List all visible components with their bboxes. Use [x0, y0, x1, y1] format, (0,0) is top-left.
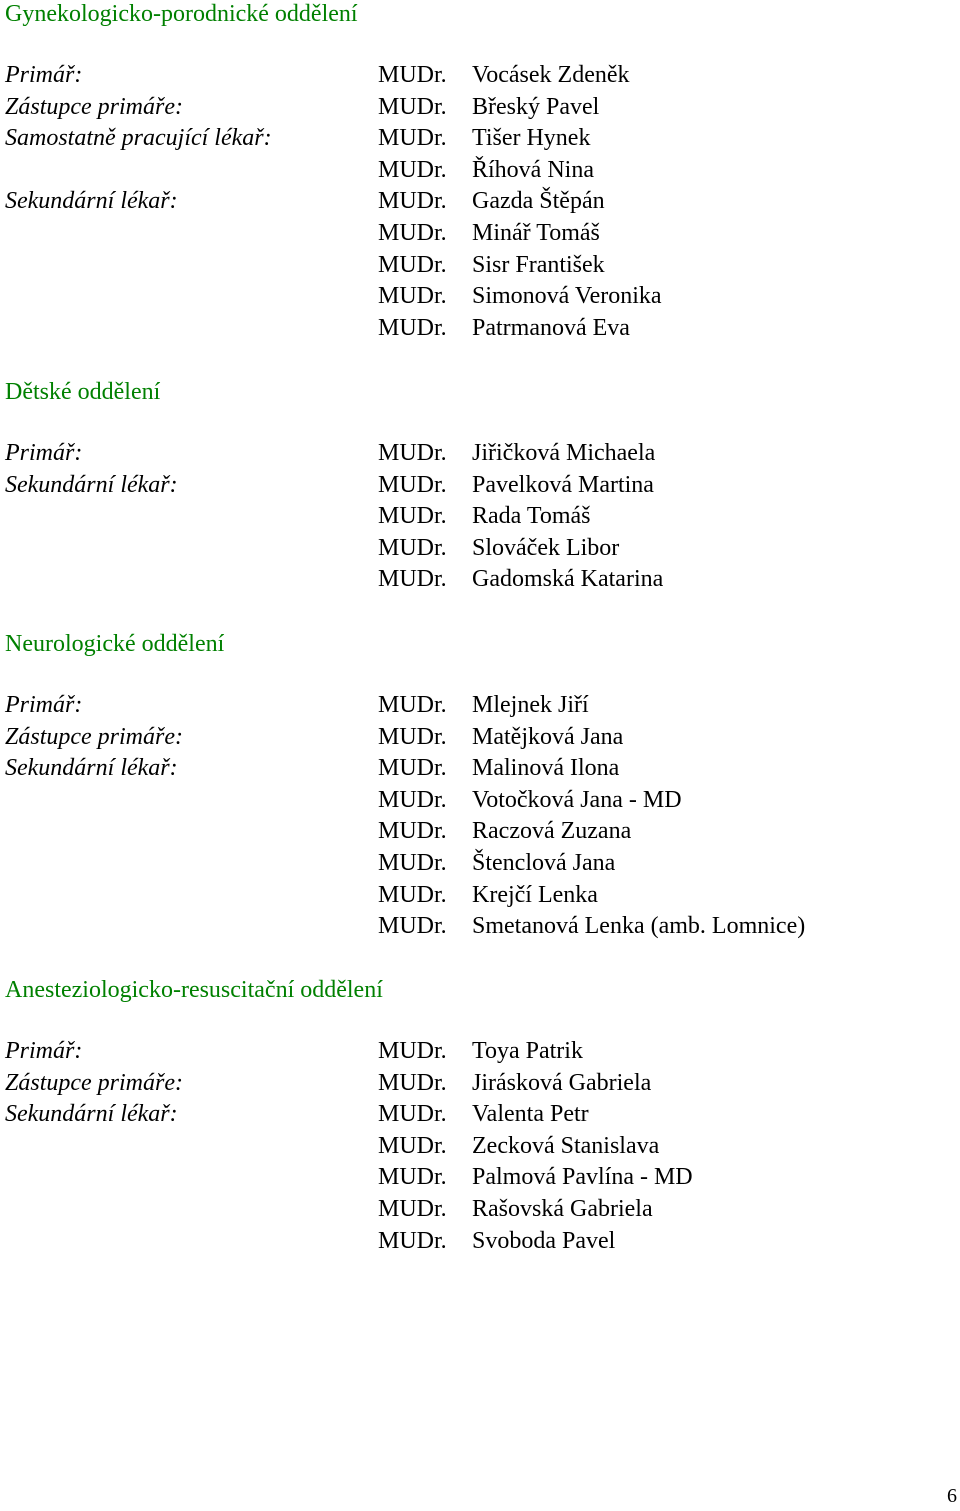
- doctor-name: Palmová Pavlína - MD: [472, 1164, 693, 1191]
- doctor-entry: [378, 281, 662, 313]
- doctor-name: Svoboda Pavel: [472, 1227, 616, 1254]
- doctor-title: MUDr.: [378, 786, 447, 813]
- doctor-entry: [378, 155, 662, 187]
- doctor-entry: [378, 470, 663, 502]
- doctor-name: Pavelková Martina: [472, 471, 654, 498]
- doctor-title: MUDr.: [378, 818, 447, 845]
- doctor-list: [378, 690, 805, 943]
- doctor-name: Vocásek Zdeněk: [472, 62, 630, 88]
- doctor-name: Říhová Nina: [472, 156, 594, 183]
- department-heading: Neurologické oddělení: [5, 631, 225, 657]
- doctor-title: MUDr.: [378, 881, 447, 908]
- doctor-title: MUDr.: [378, 913, 447, 940]
- role-label: Primář:: [5, 62, 83, 88]
- doctor-title: MUDr.: [378, 440, 447, 466]
- doctor-title: MUDr.: [378, 534, 447, 561]
- doctor-name: Gadomská Katarina: [472, 566, 664, 593]
- doctor-entry: [378, 218, 662, 250]
- role-list: [5, 438, 178, 501]
- doctor-entry: [378, 911, 805, 943]
- doctor-title: MUDr.: [378, 1132, 447, 1159]
- doctor-name: Votočková Jana - MD: [472, 786, 682, 813]
- doctor-name: Krejčí Lenka: [472, 881, 598, 908]
- doctor-title: MUDr.: [378, 1164, 447, 1191]
- doctor-title: MUDr.: [378, 849, 447, 876]
- doctor-title: MUDr.: [378, 283, 447, 310]
- doctor-entry: [378, 123, 662, 155]
- doctor-title: MUDr.: [378, 314, 447, 341]
- doctor-title: MUDr.: [378, 1069, 447, 1096]
- doctor-name: Slováček Libor: [472, 534, 620, 561]
- role-label: Zástupce primáře:: [5, 1069, 183, 1096]
- doctor-name: Minář Tomáš: [472, 219, 600, 246]
- doctor-name: Sisr František: [472, 251, 605, 278]
- doctor-entry: [378, 564, 663, 596]
- doctor-title: MUDr.: [378, 156, 447, 183]
- role-label: Primář:: [5, 692, 83, 718]
- role-label: [5, 155, 272, 187]
- doctor-entry: [378, 722, 805, 754]
- doctor-entry: [378, 785, 805, 817]
- doctor-entry: [378, 92, 662, 124]
- doctor-title: MUDr.: [378, 219, 447, 246]
- doctor-entry: [378, 1131, 693, 1163]
- doctor-title: MUDr.: [378, 125, 447, 152]
- doctor-name: Štenclová Jana: [472, 849, 616, 876]
- doctor-entry: [378, 816, 805, 848]
- role-list: [5, 1036, 183, 1131]
- doctor-title: MUDr.: [378, 188, 447, 215]
- doctor-list: [378, 438, 663, 596]
- doctor-title: MUDr.: [378, 1101, 447, 1128]
- role-list: [5, 60, 272, 218]
- role-label: Zástupce primáře:: [5, 723, 183, 750]
- doctor-title: MUDr.: [378, 723, 447, 750]
- role-label: Sekundární lékař:: [5, 1101, 178, 1128]
- doctor-name: Tišer Hynek: [472, 125, 591, 152]
- doctor-list: [378, 60, 662, 344]
- doctor-name: Raczová Zuzana: [472, 818, 632, 845]
- doctor-entry: [378, 313, 662, 345]
- doctor-name: Matějková Jana: [472, 723, 624, 750]
- role-label: Primář:: [5, 440, 83, 466]
- role-label: Samostatně pracující lékař:: [5, 125, 272, 152]
- department-heading: Dětské oddělení: [5, 379, 161, 405]
- doctor-name: Rašovská Gabriela: [472, 1195, 653, 1222]
- doctor-entry: [378, 1226, 693, 1258]
- doctor-title: MUDr.: [378, 471, 447, 498]
- doctor-title: MUDr.: [378, 692, 447, 718]
- doctor-name: Zecková Stanislava: [472, 1132, 660, 1159]
- doctor-entry: [378, 1036, 693, 1068]
- doctor-entry: [378, 1194, 693, 1226]
- doctor-entry: [378, 533, 663, 565]
- doctor-name: Gazda Štěpán: [472, 188, 605, 215]
- role-list: [5, 690, 183, 785]
- doctor-title: MUDr.: [378, 755, 447, 782]
- page-number: 6: [947, 1485, 957, 1507]
- role-label: Zástupce primáře:: [5, 93, 183, 120]
- doctor-entry: [378, 501, 663, 533]
- doctor-entry: [378, 1162, 693, 1194]
- role-label: Sekundární lékař:: [5, 471, 178, 498]
- department-heading: Gynekologicko-porodnické oddělení: [5, 1, 358, 27]
- doctor-name: Jirásková Gabriela: [472, 1069, 652, 1096]
- doctor-list: [378, 1036, 693, 1257]
- doctor-title: MUDr.: [378, 1195, 447, 1222]
- doctor-entry: [378, 438, 663, 470]
- role-label: Sekundární lékař:: [5, 188, 178, 215]
- doctor-entry: [378, 60, 662, 92]
- doctor-name: Břeský Pavel: [472, 93, 600, 120]
- doctor-title: MUDr.: [378, 251, 447, 278]
- doctor-entry: [378, 848, 805, 880]
- doctor-name: Patrmanová Eva: [472, 314, 630, 341]
- doctor-entry: [378, 690, 805, 722]
- doctor-name: Jiřičková Michaela: [472, 440, 656, 466]
- doctor-name: Toya Patrik: [472, 1038, 583, 1064]
- doctor-title: MUDr.: [378, 93, 447, 120]
- doctor-title: MUDr.: [378, 1227, 447, 1254]
- doctor-name: Simonová Veronika: [472, 283, 662, 310]
- doctor-title: MUDr.: [378, 566, 447, 593]
- doctor-title: MUDr.: [378, 1038, 447, 1064]
- department-heading: Anesteziologicko-resuscitační oddělení: [5, 977, 383, 1003]
- doctor-entry: [378, 186, 662, 218]
- doctor-entry: [378, 753, 805, 785]
- doctor-entry: [378, 880, 805, 912]
- doctor-name: Rada Tomáš: [472, 503, 591, 530]
- doctor-title: MUDr.: [378, 503, 447, 530]
- role-label: Primář:: [5, 1038, 83, 1064]
- doctor-title: MUDr.: [378, 62, 447, 88]
- role-label: Sekundární lékař:: [5, 755, 178, 782]
- doctor-entry: [378, 250, 662, 282]
- doctor-entry: [378, 1068, 693, 1100]
- doctor-entry: [378, 1099, 693, 1131]
- doctor-name: Malinová Ilona: [472, 755, 620, 782]
- doctor-name: Smetanová Lenka (amb. Lomnice): [472, 913, 806, 940]
- doctor-name: Valenta Petr: [472, 1101, 589, 1128]
- doctor-name: Mlejnek Jiří: [472, 692, 589, 718]
